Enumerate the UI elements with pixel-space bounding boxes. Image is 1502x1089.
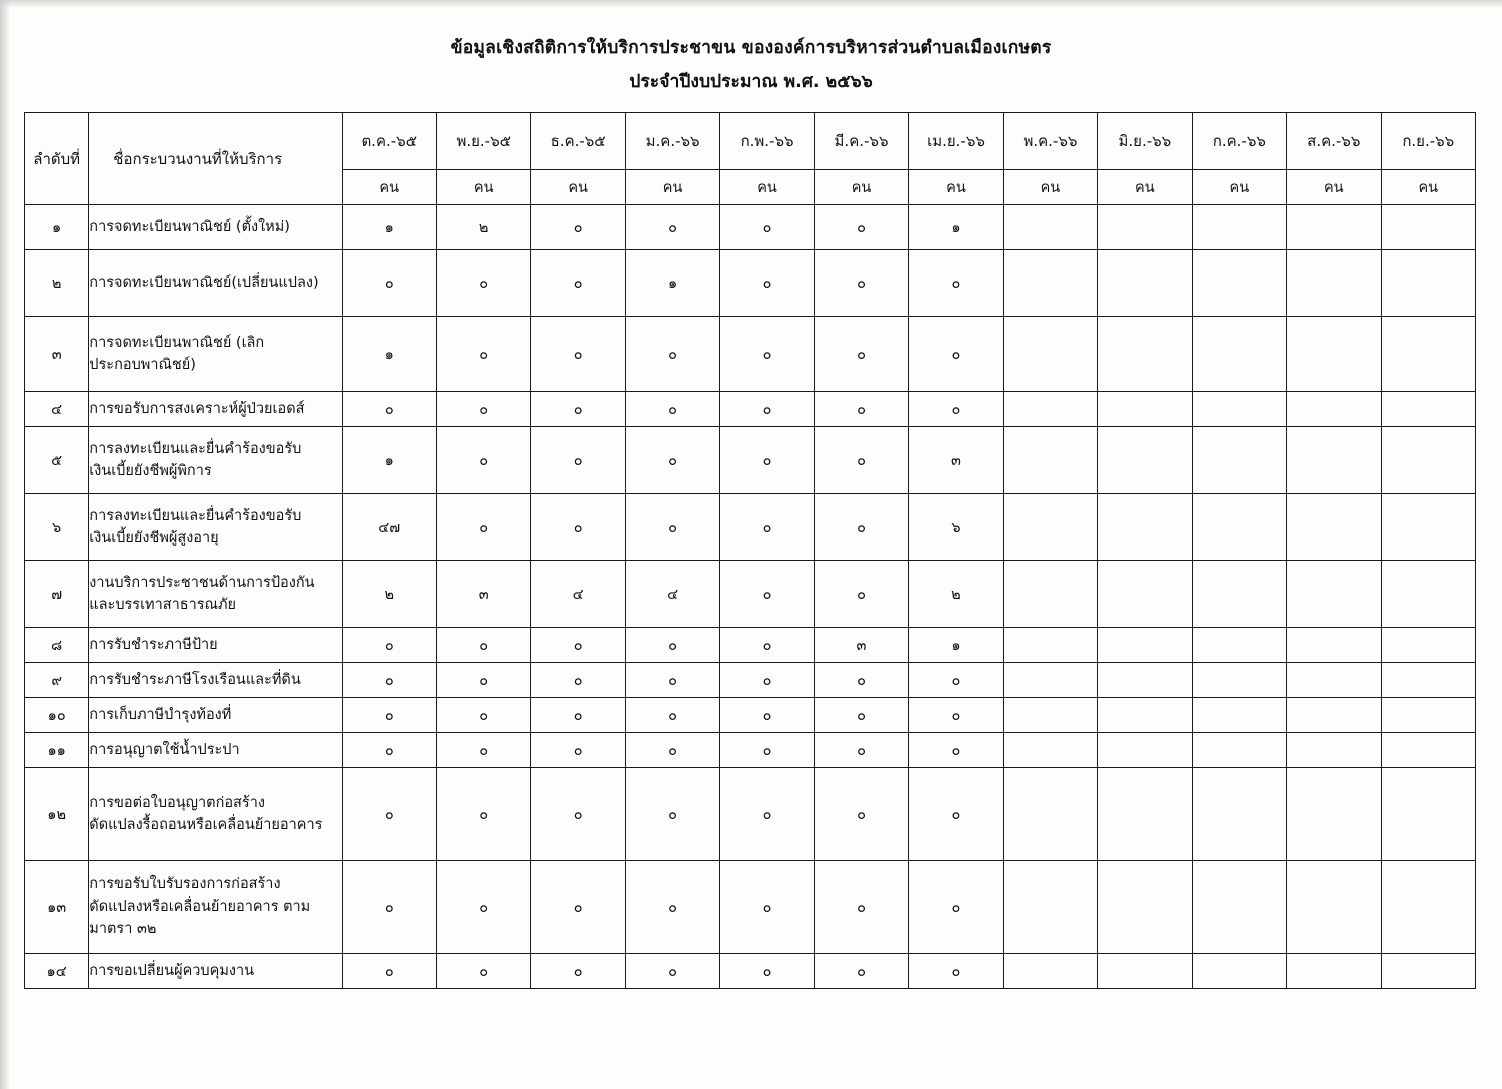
table-body: [25, 205, 1476, 989]
row-month-value: ๐: [531, 628, 625, 663]
unit-header-2: คน: [436, 170, 530, 205]
row-month-value: ๐: [720, 392, 814, 427]
row-month-value: [1098, 427, 1192, 494]
row-service-name: [89, 628, 342, 663]
row-month-value: ๐: [342, 663, 436, 698]
row-month-value: ๐: [531, 205, 625, 250]
row-month-value: ๑: [625, 250, 719, 317]
row-month-value: [1381, 250, 1476, 317]
row-month-value: [1098, 250, 1192, 317]
row-month-value: ๐: [531, 427, 625, 494]
row-month-value: [1287, 768, 1381, 861]
row-month-value: ๐: [814, 954, 908, 989]
row-month-value: [1287, 561, 1381, 628]
row-month-value: ๐: [720, 561, 814, 628]
row-month-value: ๐: [909, 698, 1003, 733]
row-month-value: [1003, 317, 1097, 392]
row-month-value: ๐: [814, 663, 908, 698]
row-month-value: ๓: [814, 628, 908, 663]
row-month-value: [1381, 205, 1476, 250]
column-header-month-1: ต.ค.-๖๕: [342, 113, 436, 170]
row-month-value: ๑: [342, 317, 436, 392]
row-month-value: [1192, 205, 1286, 250]
row-month-value: ๐: [625, 861, 719, 954]
row-month-value: ๐: [531, 317, 625, 392]
row-service-name-line: การขอรับการสงเคราะห์ผู้ป่วยเอดส์: [89, 400, 305, 417]
row-month-value: [1098, 663, 1192, 698]
row-month-value: ๐: [814, 205, 908, 250]
column-header-month-2: พ.ย.-๖๕: [436, 113, 530, 170]
row-service-name-line: ดัดแปลงรื้อถอนหรือเคลื่อนย้ายอาคาร: [89, 817, 323, 833]
row-order-number: ๖: [25, 494, 89, 561]
row-month-value: [1287, 427, 1381, 494]
table-row: [25, 250, 1476, 317]
row-order-number: ๕: [25, 427, 89, 494]
row-month-value: ๐: [720, 205, 814, 250]
unit-header-12: คน: [1381, 170, 1476, 205]
row-service-name: [89, 250, 342, 317]
row-order-number: ๑๓: [25, 861, 89, 954]
table-row: [25, 494, 1476, 561]
row-service-name-line: มาตรา ๓๒: [89, 921, 157, 938]
row-month-value: [1381, 561, 1476, 628]
row-month-value: [1381, 698, 1476, 733]
row-month-value: [1287, 494, 1381, 561]
table-row: [25, 561, 1476, 628]
row-month-value: [1003, 768, 1097, 861]
row-month-value: ๐: [342, 861, 436, 954]
row-month-value: ๐: [720, 954, 814, 989]
column-header-month-6: มี.ค.-๖๖: [814, 113, 908, 170]
row-month-value: [1381, 663, 1476, 698]
row-month-value: ๑: [909, 628, 1003, 663]
row-month-value: [1192, 861, 1286, 954]
row-order-number: ๗: [25, 561, 89, 628]
row-service-name-line: การอนุญาตใช้น้ำประปา: [89, 741, 240, 758]
row-month-value: ๐: [531, 861, 625, 954]
row-service-name: [89, 663, 342, 698]
row-month-value: [1287, 392, 1381, 427]
row-month-value: [1287, 663, 1381, 698]
row-month-value: [1098, 698, 1192, 733]
row-month-value: ๐: [625, 628, 719, 663]
row-month-value: [1192, 427, 1286, 494]
row-service-name-line: งานบริการประชาชนด้านการป้องกัน: [89, 574, 315, 591]
page-subtitle: ประจำปีงบประมาณ พ.ศ. ๒๕๖๖: [629, 72, 873, 92]
row-month-value: ๐: [720, 317, 814, 392]
row-service-name-line: การขอต่อใบอนุญาตก่อสร้าง: [89, 794, 265, 811]
row-month-value: ๐: [814, 768, 908, 861]
row-service-name-line: การลงทะเบียนและยื่นคำร้องขอรับ: [89, 507, 302, 524]
row-month-value: [1192, 954, 1286, 989]
column-header-month-11: ส.ค.-๖๖: [1287, 113, 1381, 170]
row-month-value: [1098, 392, 1192, 427]
row-service-name: [89, 698, 342, 733]
column-header-month-12: ก.ย.-๖๖: [1381, 113, 1476, 170]
row-month-value: [1192, 392, 1286, 427]
row-service-name: [89, 317, 342, 392]
row-month-value: ๑: [342, 205, 436, 250]
row-month-value: ๐: [625, 205, 719, 250]
unit-header-10: คน: [1192, 170, 1286, 205]
row-month-value: [1098, 561, 1192, 628]
row-month-value: [1287, 861, 1381, 954]
row-month-value: ๐: [342, 250, 436, 317]
row-month-value: ๐: [436, 250, 530, 317]
row-month-value: ๐: [625, 733, 719, 768]
row-service-name-line: การจดทะเบียนพาณิชย์(เปลี่ยนแปลง): [89, 274, 319, 291]
row-month-value: ๐: [909, 861, 1003, 954]
row-month-value: [1287, 954, 1381, 989]
unit-header-1: คน: [342, 170, 436, 205]
row-month-value: ๐: [909, 317, 1003, 392]
row-month-value: ๐: [720, 250, 814, 317]
row-month-value: ๑: [909, 205, 1003, 250]
column-header-service-name-label: ชื่อกระบวนงานที่ให้บริการ: [113, 149, 283, 168]
row-month-value: [1003, 250, 1097, 317]
table-row: [25, 954, 1476, 989]
row-month-value: ๑: [342, 427, 436, 494]
row-month-value: ๐: [436, 427, 530, 494]
row-service-name-line: และบรรเทาสาธารณภัย: [89, 597, 237, 613]
row-month-value: ๐: [909, 954, 1003, 989]
row-month-value: ๐: [720, 733, 814, 768]
row-order-number: ๑๐: [25, 698, 89, 733]
row-service-name: [89, 427, 342, 494]
row-month-value: ๐: [531, 663, 625, 698]
row-month-value: [1098, 733, 1192, 768]
row-month-value: [1192, 317, 1286, 392]
table-row: [25, 861, 1476, 954]
row-month-value: ๐: [909, 392, 1003, 427]
row-month-value: [1003, 954, 1097, 989]
row-month-value: ๐: [436, 768, 530, 861]
unit-header-9: คน: [1098, 170, 1192, 205]
row-month-value: [1287, 628, 1381, 663]
row-service-name-line: ประกอบพาณิชย์): [89, 357, 196, 373]
row-month-value: ๐: [342, 392, 436, 427]
row-month-value: ๐: [720, 628, 814, 663]
column-header-order-label: ลำดับที่: [33, 149, 81, 168]
row-month-value: ๐: [814, 392, 908, 427]
row-month-value: ๐: [720, 427, 814, 494]
row-month-value: [1098, 954, 1192, 989]
row-month-value: ๐: [720, 698, 814, 733]
row-order-number: ๑๔: [25, 954, 89, 989]
unit-header-11: คน: [1287, 170, 1381, 205]
row-month-value: [1003, 205, 1097, 250]
row-month-value: ๔๗: [342, 494, 436, 561]
row-month-value: [1381, 733, 1476, 768]
row-month-value: [1098, 861, 1192, 954]
row-month-value: ๐: [531, 494, 625, 561]
row-month-value: ๐: [342, 698, 436, 733]
row-month-value: [1381, 317, 1476, 392]
row-month-value: ๐: [625, 954, 719, 989]
row-month-value: ๐: [436, 954, 530, 989]
document-title-block: [0, 38, 1502, 93]
table-row: [25, 205, 1476, 250]
row-month-value: ๐: [625, 427, 719, 494]
row-month-value: ๐: [436, 698, 530, 733]
row-month-value: [1381, 861, 1476, 954]
row-service-name: [89, 768, 342, 861]
row-month-value: [1192, 250, 1286, 317]
table-header-row-months: [25, 113, 1476, 170]
table-row: [25, 317, 1476, 392]
row-month-value: ๐: [909, 250, 1003, 317]
row-month-value: [1192, 561, 1286, 628]
row-month-value: [1003, 861, 1097, 954]
row-month-value: ๐: [625, 698, 719, 733]
row-service-name-line: การรับชำระภาษีโรงเรือนและที่ดิน: [89, 671, 301, 688]
row-month-value: [1003, 494, 1097, 561]
unit-header-6: คน: [814, 170, 908, 205]
row-month-value: [1192, 733, 1286, 768]
row-month-value: [1287, 733, 1381, 768]
row-order-number: ๔: [25, 392, 89, 427]
row-month-value: ๐: [531, 392, 625, 427]
row-month-value: [1381, 427, 1476, 494]
row-month-value: ๐: [625, 392, 719, 427]
row-service-name-line: การลงทะเบียนและยื่นคำร้องขอรับ: [89, 440, 302, 457]
row-month-value: [1192, 768, 1286, 861]
row-service-name: [89, 205, 342, 250]
column-header-service-name: [89, 113, 342, 205]
table-row: [25, 427, 1476, 494]
row-month-value: ๐: [909, 768, 1003, 861]
row-month-value: ๐: [814, 494, 908, 561]
row-month-value: ๓: [436, 561, 530, 628]
row-month-value: ๐: [814, 733, 908, 768]
row-month-value: ๐: [625, 317, 719, 392]
row-month-value: ๐: [909, 733, 1003, 768]
column-header-order: [25, 113, 89, 205]
row-month-value: ๔: [531, 561, 625, 628]
row-order-number: ๙: [25, 663, 89, 698]
row-month-value: ๐: [625, 663, 719, 698]
row-month-value: ๐: [814, 698, 908, 733]
row-month-value: [1381, 628, 1476, 663]
row-month-value: ๐: [531, 698, 625, 733]
row-month-value: ๒: [342, 561, 436, 628]
unit-header-5: คน: [720, 170, 814, 205]
row-month-value: [1192, 698, 1286, 733]
row-service-name: [89, 392, 342, 427]
table-row: [25, 733, 1476, 768]
table-row: [25, 663, 1476, 698]
row-month-value: ๐: [436, 494, 530, 561]
row-month-value: ๐: [342, 954, 436, 989]
row-order-number: ๑๑: [25, 733, 89, 768]
row-month-value: [1098, 768, 1192, 861]
unit-header-8: คน: [1003, 170, 1097, 205]
row-service-name: [89, 494, 342, 561]
row-month-value: ๐: [531, 768, 625, 861]
row-month-value: ๖: [909, 494, 1003, 561]
row-month-value: ๐: [720, 494, 814, 561]
unit-header-4: คน: [625, 170, 719, 205]
table-row: [25, 768, 1476, 861]
row-month-value: [1003, 733, 1097, 768]
row-service-name: [89, 861, 342, 954]
row-service-name-line: เงินเบี้ยยังชีพผู้พิการ: [89, 463, 212, 479]
row-month-value: ๐: [436, 628, 530, 663]
row-month-value: [1381, 392, 1476, 427]
row-month-value: [1381, 954, 1476, 989]
row-month-value: ๐: [342, 768, 436, 861]
row-month-value: ๐: [814, 250, 908, 317]
row-month-value: [1192, 628, 1286, 663]
table-row: [25, 698, 1476, 733]
row-month-value: [1287, 317, 1381, 392]
row-month-value: [1003, 561, 1097, 628]
row-service-name-line: การขอเปลี่ยนผู้ควบคุมงาน: [89, 962, 255, 979]
row-month-value: [1192, 494, 1286, 561]
unit-header-7: คน: [909, 170, 1003, 205]
row-month-value: ๒: [436, 205, 530, 250]
row-order-number: ๓: [25, 317, 89, 392]
row-order-number: ๘: [25, 628, 89, 663]
row-month-value: ๒: [909, 561, 1003, 628]
row-month-value: ๐: [531, 954, 625, 989]
row-month-value: [1098, 628, 1192, 663]
row-month-value: ๐: [909, 663, 1003, 698]
row-month-value: [1098, 494, 1192, 561]
row-service-name: [89, 954, 342, 989]
row-month-value: [1003, 392, 1097, 427]
row-month-value: ๐: [531, 733, 625, 768]
row-month-value: [1381, 494, 1476, 561]
row-month-value: ๐: [436, 392, 530, 427]
row-month-value: ๐: [531, 250, 625, 317]
column-header-month-3: ธ.ค.-๖๕: [531, 113, 625, 170]
statistics-table-container: [24, 112, 1476, 989]
column-header-month-10: ก.ค.-๖๖: [1192, 113, 1286, 170]
table-row: [25, 628, 1476, 663]
column-header-month-7: เม.ย.-๖๖: [909, 113, 1003, 170]
row-month-value: [1287, 250, 1381, 317]
unit-header-3: คน: [531, 170, 625, 205]
row-month-value: [1003, 698, 1097, 733]
row-order-number: ๒: [25, 250, 89, 317]
row-month-value: ๐: [814, 427, 908, 494]
row-month-value: [1098, 205, 1192, 250]
row-month-value: [1003, 628, 1097, 663]
row-month-value: ๔: [625, 561, 719, 628]
row-order-number: ๑๒: [25, 768, 89, 861]
row-service-name-line: การจดทะเบียนพาณิชย์ (เลิก: [89, 334, 265, 351]
row-month-value: ๐: [625, 768, 719, 861]
column-header-month-4: ม.ค.-๖๖: [625, 113, 719, 170]
row-month-value: ๐: [342, 733, 436, 768]
row-month-value: [1287, 698, 1381, 733]
row-month-value: ๐: [814, 317, 908, 392]
column-header-month-8: พ.ค.-๖๖: [1003, 113, 1097, 170]
row-service-name: [89, 733, 342, 768]
row-month-value: ๐: [436, 733, 530, 768]
row-month-value: ๐: [720, 861, 814, 954]
table-row: [25, 392, 1476, 427]
row-service-name-line: การจดทะเบียนพาณิชย์ (ตั้งใหม่): [89, 218, 290, 235]
row-month-value: [1381, 768, 1476, 861]
row-service-name: [89, 561, 342, 628]
row-month-value: ๓: [909, 427, 1003, 494]
row-service-name-line: การรับชำระภาษีป้าย: [89, 636, 218, 653]
row-month-value: ๐: [436, 317, 530, 392]
row-month-value: [1003, 427, 1097, 494]
page-title: ข้อมูลเชิงสถิติการให้บริการประชาขน ขององค์การบริหารส่วนตำบลเมืองเกษตร: [450, 38, 1052, 58]
row-month-value: [1287, 205, 1381, 250]
row-month-value: ๐: [814, 861, 908, 954]
row-month-value: [1003, 663, 1097, 698]
statistics-table: [24, 112, 1476, 989]
row-month-value: ๐: [625, 494, 719, 561]
column-header-month-9: มิ.ย.-๖๖: [1098, 113, 1192, 170]
row-order-number: ๑: [25, 205, 89, 250]
row-service-name-line: การขอรับใบรับรองการก่อสร้าง: [89, 876, 281, 893]
row-month-value: ๐: [342, 628, 436, 663]
row-month-value: ๐: [436, 861, 530, 954]
row-month-value: ๐: [720, 768, 814, 861]
row-service-name-line: เงินเบี้ยยังชีพผู้สูงอายุ: [89, 530, 219, 546]
row-month-value: ๐: [814, 561, 908, 628]
row-month-value: [1098, 317, 1192, 392]
row-service-name-line: ดัดแปลงหรือเคลื่อนย้ายอาคาร ตาม: [89, 898, 311, 915]
row-month-value: [1192, 663, 1286, 698]
row-month-value: ๐: [720, 663, 814, 698]
table-header: [25, 113, 1476, 205]
column-header-month-5: ก.พ.-๖๖: [720, 113, 814, 170]
row-service-name-line: การเก็บภาษีบำรุงท้องที่: [89, 706, 232, 723]
row-month-value: ๐: [436, 663, 530, 698]
